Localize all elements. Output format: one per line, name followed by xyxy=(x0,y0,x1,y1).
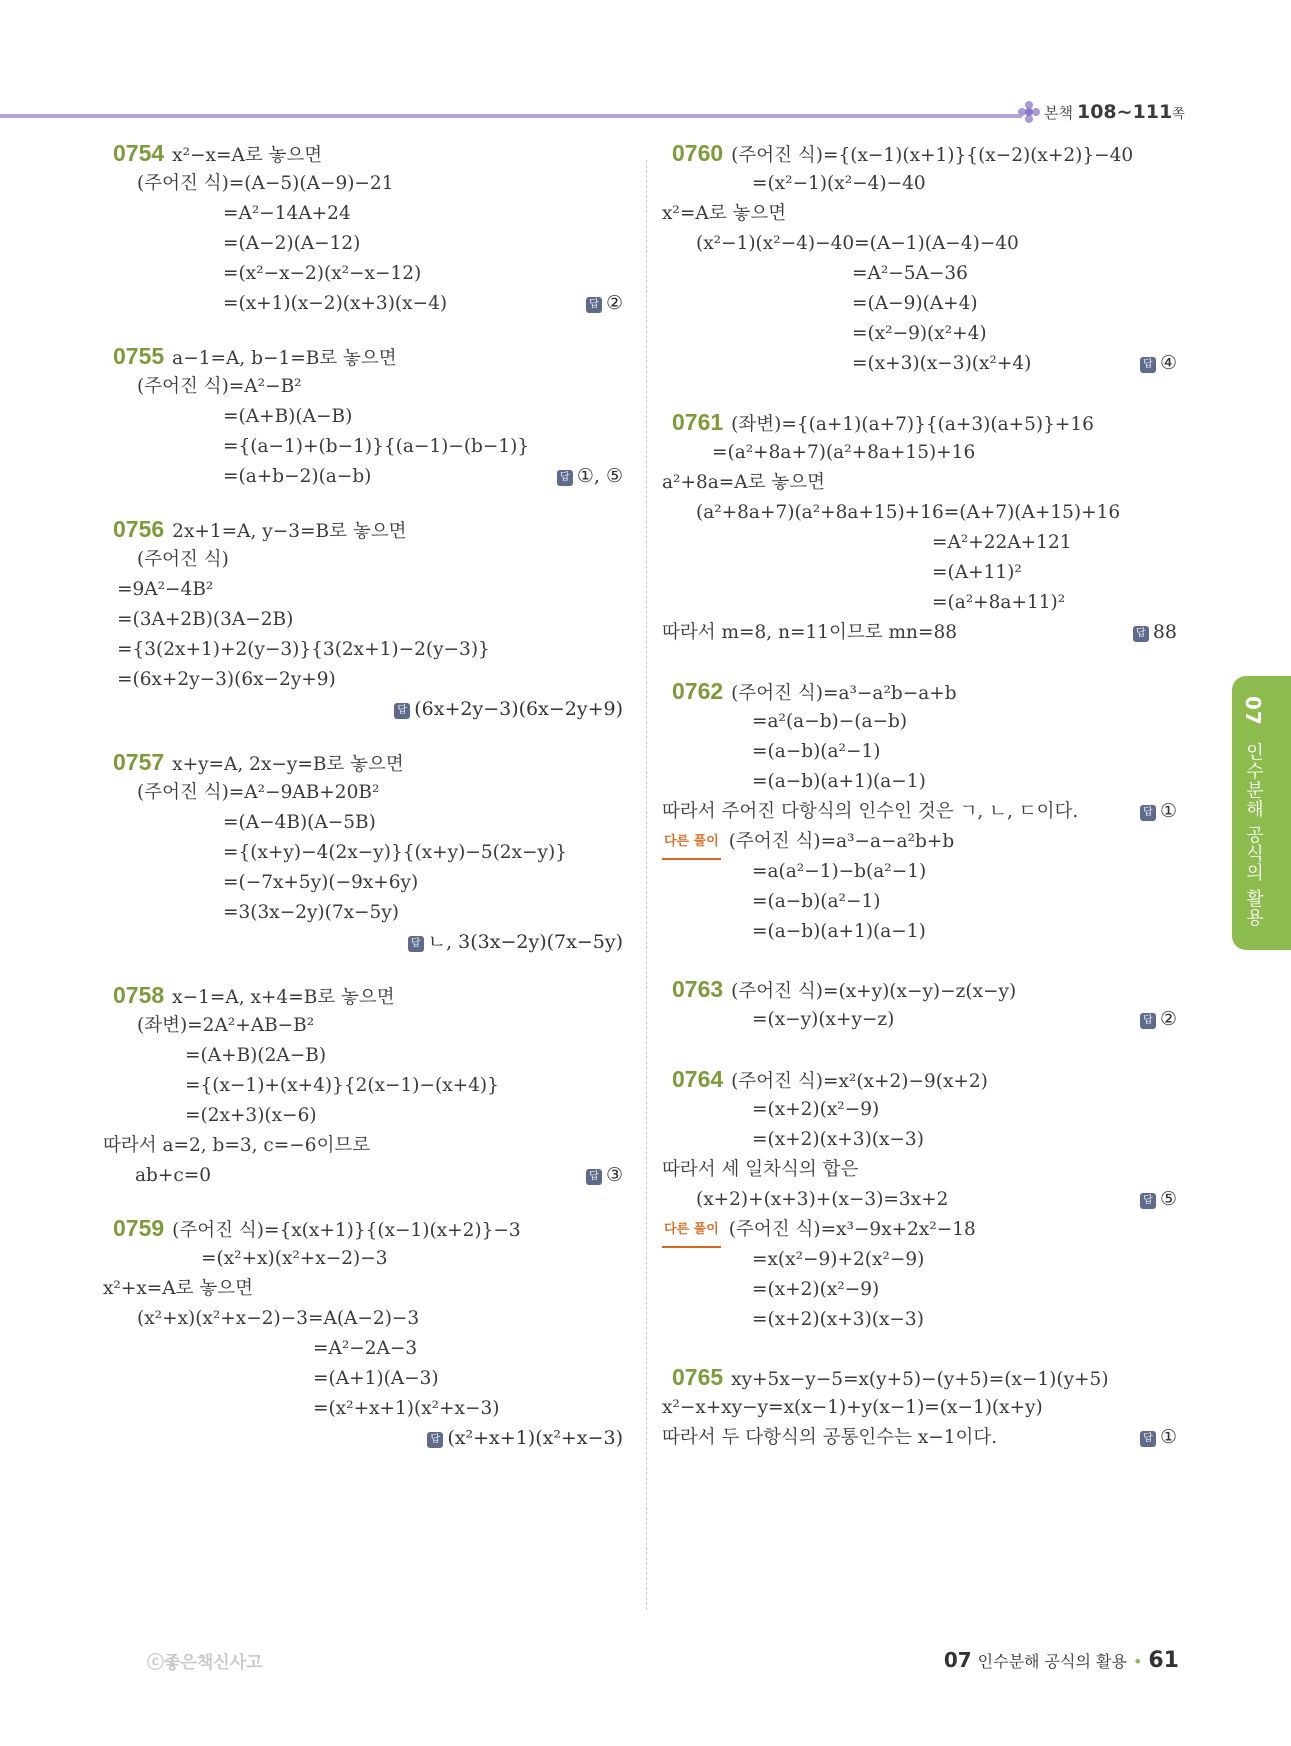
math-text: (주어진 식)=a³−a²b−a+b xyxy=(731,683,957,704)
solution-line xyxy=(752,915,926,948)
math-text: (x²+x)(x²+x−2)−3=A(A−2)−3 xyxy=(137,1308,420,1329)
solution-line xyxy=(852,347,1031,380)
side-tab-chapter: 07 xyxy=(1241,696,1265,726)
answer-badge-icon: 답 xyxy=(1133,626,1149,642)
math-text: x²−x=A로 놓으면 xyxy=(172,145,323,166)
problem-number: 0765 xyxy=(672,1364,724,1390)
math-text: =9A²−4B² xyxy=(117,579,214,600)
math-text: =(a²+8a+7)(a²+8a+15)+16 xyxy=(712,442,976,463)
solution-line xyxy=(117,603,293,636)
problem-number: 0760 xyxy=(672,140,724,166)
math-text: (주어진 식) xyxy=(137,549,229,570)
math-text: 따라서 a=2, b=3, c=−6이므로 xyxy=(103,1135,371,1156)
solution-line xyxy=(662,1153,858,1186)
answer-badge-icon: 답 xyxy=(1140,1013,1156,1029)
solution-line xyxy=(223,400,352,433)
footer-title: 인수분해 공식의 활용 xyxy=(977,1652,1127,1671)
solution-line xyxy=(852,287,978,320)
answer-text: 88 xyxy=(1152,621,1177,643)
solution-line xyxy=(752,705,907,738)
solution-line xyxy=(313,1362,439,1395)
math-text: =(x+2)(x²−9) xyxy=(752,1099,880,1120)
math-text: a−1=A, b−1=B로 놓으면 xyxy=(172,348,397,369)
math-text: =(x+1)(x−2)(x+3)(x−4) xyxy=(223,293,448,314)
answer xyxy=(1133,616,1177,649)
answer xyxy=(1140,795,1177,828)
math-text: (주어진 식)=A²−B² xyxy=(137,376,302,397)
math-text: (주어진 식)={x(x+1)}{(x−1)(x+2)}−3 xyxy=(172,1220,521,1241)
solution-line xyxy=(113,746,404,779)
math-text: =A²+22A+121 xyxy=(932,532,1072,553)
solution-line xyxy=(113,137,322,170)
solution-line xyxy=(932,556,1022,589)
solution-line xyxy=(672,1361,1109,1394)
solution-line xyxy=(185,1099,317,1132)
solution-line xyxy=(113,979,395,1012)
answer-text: ② xyxy=(1159,1008,1177,1030)
solution-line xyxy=(223,460,371,493)
alternate-solution-label: 다른 풀이 xyxy=(662,825,721,860)
math-text: =(A+1)(A−3) xyxy=(313,1368,439,1389)
math-text: ={(x−1)+(x+4)}{2(x−1)−(x+4)} xyxy=(185,1075,499,1096)
problem-number: 0754 xyxy=(113,140,165,166)
solution-line xyxy=(752,167,926,200)
answer xyxy=(1140,347,1177,380)
math-text: =(3A+2B)(3A−2B) xyxy=(117,609,294,630)
math-text: (주어진 식)=a³−a−a²b+b xyxy=(728,831,955,852)
answer-badge-icon: 답 xyxy=(1140,1431,1156,1447)
math-text: =(x²−9)(x²+4) xyxy=(852,323,987,344)
side-tab-title: 인수분해 공식의 활용 xyxy=(1243,742,1264,928)
solution-line xyxy=(712,436,975,469)
math-text: (주어진 식)=A²−9AB+20B² xyxy=(137,782,380,803)
answer xyxy=(394,693,623,726)
math-text: =(x²−1)(x²−4)−40 xyxy=(752,173,926,194)
math-text: 2x+1=A, y−3=B로 놓으면 xyxy=(172,521,407,542)
math-text: =3(3x−2y)(7x−5y) xyxy=(223,902,399,923)
math-text: x−1=A, x+4=B로 놓으면 xyxy=(172,987,395,1008)
solution-line xyxy=(672,1063,988,1096)
solution-line xyxy=(223,836,567,869)
answer-text: (6x+2y−3)(6x−2y+9) xyxy=(414,698,623,720)
math-text: (주어진 식)=(A−5)(A−9)−21 xyxy=(137,173,394,194)
solution-line xyxy=(852,257,968,290)
solution-line xyxy=(137,776,379,809)
solution-line xyxy=(113,513,406,546)
page-reference xyxy=(1018,101,1185,123)
math-text: =(6x+2y−3)(6x−2y+9) xyxy=(117,669,336,690)
problem-number: 0759 xyxy=(113,1215,165,1241)
math-text: =A²−14A+24 xyxy=(223,203,351,224)
footer-separator: • xyxy=(1132,1652,1143,1671)
solution-line xyxy=(113,340,397,373)
math-text: =(a−b)(a²−1) xyxy=(752,741,881,762)
alternate-solution-label: 다른 풀이 xyxy=(662,1213,721,1248)
math-text: =(x+2)(x²−9) xyxy=(752,1279,880,1300)
solution-line xyxy=(752,1123,924,1156)
answer xyxy=(586,287,623,320)
header-rule xyxy=(0,114,1022,118)
math-text: =(x+2)(x+3)(x−3) xyxy=(752,1309,924,1330)
math-text: =A²−5A−36 xyxy=(852,263,968,284)
solution-line xyxy=(852,317,987,350)
solution-line xyxy=(137,1009,314,1042)
answer xyxy=(1140,1003,1177,1036)
math-text: =(A+B)(2A−B) xyxy=(185,1045,327,1066)
math-text: x+y=A, 2x−y=B로 놓으면 xyxy=(172,754,404,775)
answer-badge-icon: 답 xyxy=(1140,1193,1156,1209)
answer-badge-icon: 답 xyxy=(586,297,602,313)
solution-line xyxy=(223,430,529,463)
math-text: =(A−4B)(A−5B) xyxy=(223,812,376,833)
solution-line xyxy=(752,1273,879,1306)
flower-icon xyxy=(1018,101,1040,123)
answer-badge-icon: 답 xyxy=(1140,805,1156,821)
solution-line xyxy=(662,616,957,649)
solution-line xyxy=(117,573,213,606)
page-number: 61 xyxy=(1148,1648,1179,1673)
math-text: =(A−2)(A−12) xyxy=(223,233,361,254)
math-text: (좌변)={(a+1)(a+7)}{(a+3)(a+5)}+16 xyxy=(731,414,1094,435)
solution-line xyxy=(137,370,302,403)
problem-number: 0764 xyxy=(672,1066,724,1092)
math-text: =(x−y)(x+y−z) xyxy=(752,1009,895,1030)
problem-number: 0763 xyxy=(672,976,724,1002)
math-text: =A²−2A−3 xyxy=(313,1338,418,1359)
solution-line xyxy=(103,1272,253,1305)
solution-line xyxy=(752,855,926,888)
solution-line xyxy=(752,1093,879,1126)
solution-line xyxy=(135,1159,211,1192)
solution-line xyxy=(137,167,393,200)
solution-line xyxy=(223,287,447,320)
solution-line xyxy=(752,1003,894,1036)
math-text: (x+2)+(x+3)+(x−3)=3x+2 xyxy=(696,1189,949,1210)
math-text: (a²+8a+7)(a²+8a+15)+16=(A+7)(A+15)+16 xyxy=(696,502,1121,523)
solution-line xyxy=(103,1129,370,1162)
answer-badge-icon: 답 xyxy=(427,1432,443,1448)
answer-text: ① xyxy=(1159,800,1177,822)
problem-number: 0758 xyxy=(113,982,165,1008)
math-text: 따라서 세 일차식의 합은 xyxy=(662,1159,859,1180)
math-text: ={(a−1)+(b−1)}{(a−1)−(b−1)} xyxy=(223,436,530,457)
page-footer xyxy=(944,1648,1179,1673)
answer-text: ①, ⑤ xyxy=(576,465,623,487)
problem-number: 0762 xyxy=(672,678,724,704)
math-text: =a(a²−1)−b(a²−1) xyxy=(752,861,927,882)
answer xyxy=(408,926,623,959)
solution-line xyxy=(696,496,1120,529)
math-text: =(x+3)(x−3)(x²+4) xyxy=(852,353,1032,374)
solution-line xyxy=(137,543,229,576)
math-text: ={(x+y)−4(2x−y)}{(x+y)−5(2x−y)} xyxy=(223,842,567,863)
problem-number: 0761 xyxy=(672,409,724,435)
solution-line xyxy=(662,1391,1043,1424)
answer-badge-icon: 답 xyxy=(557,470,573,486)
column-divider xyxy=(646,160,647,1610)
solution-line xyxy=(201,1242,387,1275)
answer-badge-icon: 답 xyxy=(408,936,424,952)
solution-line xyxy=(137,1302,419,1335)
problem-number: 0756 xyxy=(113,516,165,542)
solution-line xyxy=(932,526,1072,559)
book-label: 본책 xyxy=(1044,103,1073,122)
solution-line xyxy=(752,765,926,798)
solution-line xyxy=(662,1213,976,1246)
math-text: x²=A로 놓으면 xyxy=(662,203,787,224)
answer-text: ㄴ, 3(3x−2y)(7x−5y) xyxy=(427,931,623,953)
math-text: =(x+2)(x+3)(x−3) xyxy=(752,1129,924,1150)
math-text: (좌변)=2A²+AB−B² xyxy=(137,1015,315,1036)
publisher-mark: ⓒ좋은책신사고 xyxy=(147,1653,263,1673)
problem-number: 0755 xyxy=(113,343,165,369)
answer xyxy=(557,460,623,493)
solution-line xyxy=(696,227,1019,260)
math-text: =x(x²−9)+2(x²−9) xyxy=(752,1249,925,1270)
math-text: =(A−9)(A+4) xyxy=(852,293,978,314)
solution-line xyxy=(752,1303,924,1336)
math-text: =(A+B)(A−B) xyxy=(223,406,353,427)
solution-line xyxy=(113,1212,521,1245)
answer-text: ⑤ xyxy=(1159,1188,1177,1210)
solution-line xyxy=(117,663,336,696)
math-text: a²+8a=A로 놓으면 xyxy=(662,472,825,493)
math-text: ab+c=0 xyxy=(135,1165,212,1186)
math-text: =(x²+x+1)(x²+x−3) xyxy=(313,1398,500,1419)
solution-line xyxy=(223,806,376,839)
answer xyxy=(427,1422,623,1455)
math-text: =(A+11)² xyxy=(932,562,1022,583)
solution-line xyxy=(662,466,825,499)
page-suffix: 쪽 xyxy=(1172,106,1185,122)
math-text: 따라서 m=8, n=11이므로 mn=88 xyxy=(662,622,958,643)
solution-line xyxy=(223,896,399,929)
solution-line xyxy=(185,1039,326,1072)
math-text: ={3(2x+1)+2(y−3)}{3(2x+1)−2(y−3)} xyxy=(117,639,490,660)
math-text: =(a+b−2)(a−b) xyxy=(223,466,372,487)
solution-line xyxy=(696,1183,948,1216)
math-text: x²−x+xy−y=x(x−1)+y(x−1)=(x−1)(x+y) xyxy=(662,1397,1043,1418)
solution-line xyxy=(223,866,418,899)
solution-line xyxy=(672,137,1133,170)
solution-line xyxy=(752,1243,924,1276)
answer-badge-icon: 답 xyxy=(394,703,410,719)
math-text: x²+x=A로 놓으면 xyxy=(103,1278,254,1299)
math-text: =(a−b)(a+1)(a−1) xyxy=(752,921,926,942)
solution-line xyxy=(662,1421,997,1454)
solution-line xyxy=(223,197,351,230)
math-text: (주어진 식)=x²(x+2)−9(x+2) xyxy=(731,1071,988,1092)
solution-line xyxy=(672,675,957,708)
math-text: =(a−b)(a+1)(a−1) xyxy=(752,771,926,792)
answer-text: (x²+x+1)(x²+x−3) xyxy=(447,1427,623,1449)
footer-chapter: 07 xyxy=(943,1648,972,1672)
math-text: =(x²−x−2)(x²−x−12) xyxy=(223,263,422,284)
math-text: =(x²+x)(x²+x−2)−3 xyxy=(201,1248,388,1269)
answer-text: ④ xyxy=(1159,352,1177,374)
solution-line xyxy=(672,406,1094,439)
solution-line xyxy=(313,1332,417,1365)
math-text: (x²−1)(x²−4)−40=(A−1)(A−4)−40 xyxy=(696,233,1019,254)
math-text: xy+5x−y−5=x(y+5)−(y+5)=(x−1)(y+5) xyxy=(731,1369,1109,1390)
math-text: 따라서 주어진 다항식의 인수인 것은 ㄱ, ㄴ, ㄷ이다. xyxy=(662,801,1079,822)
solution-line xyxy=(185,1069,499,1102)
answer xyxy=(1140,1421,1177,1454)
solution-line xyxy=(117,633,490,666)
solution-line xyxy=(662,197,786,230)
answer-text: ① xyxy=(1159,1426,1177,1448)
answer-text: ③ xyxy=(605,1164,623,1186)
page-range: 108~111 xyxy=(1076,101,1173,123)
answer-badge-icon: 답 xyxy=(1140,357,1156,373)
math-text: (주어진 식)={(x−1)(x+1)}{(x−2)(x+2)}−40 xyxy=(731,145,1134,166)
math-text: (주어진 식)=x³−9x+2x²−18 xyxy=(728,1219,976,1240)
solution-line xyxy=(662,795,1078,828)
math-text: 따라서 두 다항식의 공통인수는 x−1이다. xyxy=(662,1427,998,1448)
solution-line xyxy=(662,825,954,858)
solution-line xyxy=(752,885,880,918)
solution-line xyxy=(672,973,1016,1006)
solution-line xyxy=(932,586,1065,619)
solution-line xyxy=(313,1392,499,1425)
answer-badge-icon: 답 xyxy=(586,1169,602,1185)
math-text: =a²(a−b)−(a−b) xyxy=(752,711,908,732)
solution-line xyxy=(752,735,880,768)
math-text: =(−7x+5y)(−9x+6y) xyxy=(223,872,419,893)
solution-line xyxy=(223,257,421,290)
answer xyxy=(1140,1183,1177,1216)
math-text: =(a−b)(a²−1) xyxy=(752,891,881,912)
answer-text: ② xyxy=(605,292,623,314)
math-text: (주어진 식)=(x+y)(x−y)−z(x−y) xyxy=(731,981,1017,1002)
solution-line xyxy=(223,227,360,260)
math-text: =(2x+3)(x−6) xyxy=(185,1105,317,1126)
math-text: =(a²+8a+11)² xyxy=(932,592,1066,613)
chapter-side-tab[interactable] xyxy=(1232,676,1291,950)
problem-number: 0757 xyxy=(113,749,165,775)
answer xyxy=(586,1159,623,1192)
